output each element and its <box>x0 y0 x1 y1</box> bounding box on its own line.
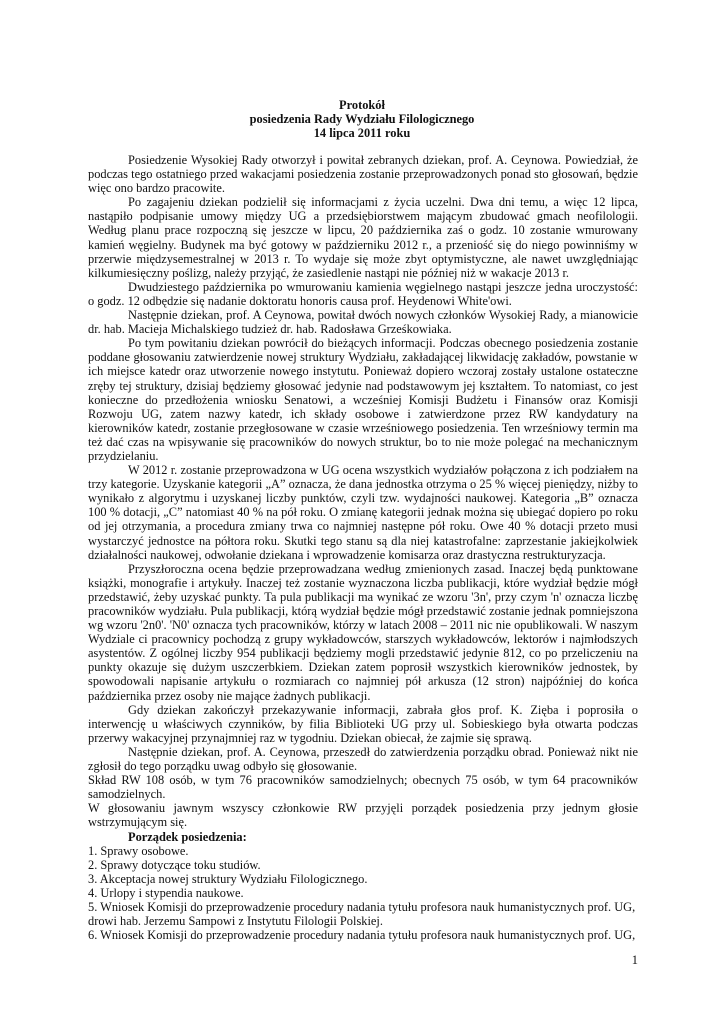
paragraph: Po zagajeniu dziekan podzielił się informacjami z życia uczelni. Dwa dni temu, a więc 12 lipca, nastąpiło podpisanie umowy między UG a przedsiębiorstwem mającym zbudować gmach neofilologii. Według planu prace rozpoczną się jeszcze w lipcu, 20 października zaś o godz. 10 zostanie wmurowany kamień węgielny. Budynek ma być gotowy w październiku 2012 r., a przeniość się do niego powinniśmy w przerwie międzysemestralnej w 2013 r. To wydaje się może zbyt optymistyczne, ale nawet uwzględniając kilkumiesięczny poślizg, należy przyjąć, że zasiedlenie nastąpi nie później niż w wakacje 2013 r. <box>88 195 638 280</box>
header-subtitle: posiedzenia Rady Wydziału Filologicznego <box>249 112 475 126</box>
agenda-item: 1. Sprawy osobowe. <box>88 843 189 858</box>
document-body <box>88 153 638 942</box>
council-composition: Skład RW 108 osób, w tym 76 pracowników samodzielnych; obecnych 75 osób, w tym 64 pracowników samodzielnych. <box>88 773 638 802</box>
agenda-item: 2. Sprawy dotyczące toku studiów. <box>88 857 261 872</box>
page-number: 1 <box>631 953 638 967</box>
document-header <box>86 98 638 140</box>
paragraph: Przyszłoroczna ocena będzie przeprowadzana według zmienionych zasad. Inaczej będą punktowane książki, monografie i artykuły. Inaczej też zostanie wyznaczona liczba publikacji, które wydział będzie mógł przedstawić, żeby uzyskać punkty. Ta pula publikacji ma wynikać ze wzoru '3n', przy czym 'n' oznacza liczbę pracowników wydziału. Pula publikacji, którą wydział będzie mógł przedstawić zostanie jednak pomniejszona wg wzoru '2n0'. 'N0' oznacza tych pracowników, którzy w latach 2008 – 2011 nic nie opublikowali. W naszym Wydziale ci pracownicy pochodzą z grupy wykładowców, starszych wykładowców, lektorów i najmłodszych asystentów. Z ogólnej liczby 954 publikacji będziemy mogli przedstawić jedynie 812, co po przeliczeniu na punkty okazuje się dużym uszczerbkiem. Dziekan zatem poprosił wszystkich kierowników jednostek, by spowodowali napisanie artykułu o rozmiarach co najmniej pół arkusza (12 stron) najpóźniej do końca października przez osoby nie mające żadnych publikacji. <box>88 561 638 703</box>
paragraph: W 2012 r. zostanie przeprowadzona w UG ocena wszystkich wydziałów połączona z ich podziałem na trzy kategorie. Uzyskanie kategorii „A” oznacza, że dana jednostka otrzyma o 25 % więcej pieniędzy, niżby to wynikało z algorytmu i uzyskanej liczby punktów, czyli tzw. wydajności naukowej. Kategoria „B” oznacza 100 % dotacji, „C” natomiast 40 % na pół roku. O zmianę kategorii jednak można się ubiegać dopiero po roku od jej otrzymania, a procedura zmiany trwa co najmniej następne pół roku. Owe 40 % dotacji przeto musi wystarczyć jednostce na półtora roku. Skutki tego stanu są dla niej katastrofalne: zaprzestanie jakiejkolwiek działalności naukowej, odwołanie dziekana i wprowadzenie komisarza oraz drastyczna restrukturyzacja. <box>88 463 638 562</box>
paragraph: Po tym powitaniu dziekan powrócił do bieżących informacji. Podczas obecnego posiedzenia zostanie poddane głosowaniu zatwierdzenie nowej struktury Wydziału, zakładającej likwidację zakładów, powstanie w ich miejsce katedr oraz utworzenie nowego instytutu. Ponieważ dopiero wczoraj zostały ustalone ostateczne zręby tej struktury, dzisiaj będziemy głosować jedynie nad podstawowym jej kształtem. To natomiast, co jest konieczne do przedłożenia wniosku Senatowi, a wcześniej Komisji Budżetu i Finansów oraz Komisji Rozwoju UG, zatem nazwy katedr, ich składy osobowe i zatwierdzone przez RW kandydatury na kierowników katedr, zostanie przegłosowane w czasie wrześniowego posiedzenia. Ten wrześniowy termin ma też dać czas na wpisywanie się pracowników do nowych struktur, bo to nie może polegać na mechanicznym przydzielaniu. <box>88 336 638 463</box>
paragraph: Dwudziestego października po wmurowaniu kamienia węgielnego nastąpi jeszcze jedna uroczystość: o godz. 12 odbędzie się nadanie doktoratu honoris causa prof. Heydenowi White'owi. <box>88 279 638 308</box>
paragraph: Następnie dziekan, prof. A. Ceynowa, przeszedł do zatwierdzenia porządku obrad. Ponieważ nikt nie zgłosił do tego porządku uwag odbyło się głosowanie. <box>88 744 638 774</box>
paragraph: Następnie dziekan, prof. A Ceynowa, powitał dwóch nowych członków Wysokiej Rady, a mianowicie dr. hab. Macieja Michalskiego tudzież dr. hab. Radosława Grześkowiaka. <box>88 308 638 337</box>
paragraph: Gdy dziekan zakończył przekazywanie informacji, zabrała głos prof. K. Zięba i poprosiła o interwencję u właściwych czynników, by filia Biblioteki UG przy ul. Sobieskiego była otwarta podczas przerwy wakacyjnej przynajmniej raz w tygodniu. Dziekan obiecał, że zajmie się sprawą. <box>88 702 638 745</box>
agenda-item: 4. Urlopy i stypendia naukowe. <box>88 885 244 900</box>
agenda-item: 3. Akceptacja nowej struktury Wydziału Filologicznego. <box>88 871 368 886</box>
agenda-item: 5. Wniosek Komisji do przeprowadzenie procedury nadania tytułu profesora nauk humanistycznych prof. UG, drowi hab. Jerzemu Sampowi z Instytutu Filologii Polskiej. <box>88 899 636 929</box>
vote-result: W głosowaniu jawnym wszyscy członkowie RW przyjęli porządek posiedzenia przy jednym głosie wstrzymującym się. <box>88 801 638 830</box>
paragraph: Posiedzenie Wysokiej Rady otworzył i powitał zebranych dziekan, prof. A. Ceynowa. Powiedział, że podczas tego ostatniego przed wakacjami posiedzenia zostanie przeprowadzonych ponad sto głosowań, będzie więc ono bardzo pracowite. <box>88 153 638 196</box>
agenda-title: Porządek posiedzenia: <box>128 829 247 844</box>
header-date: 14 lipca 2011 roku <box>313 126 411 140</box>
agenda-item: 6. Wniosek Komisji do przeprowadzenie procedury nadania tytułu profesora nauk humanistycznych prof. UG, <box>88 928 636 943</box>
header-title: Protokół <box>339 98 385 112</box>
